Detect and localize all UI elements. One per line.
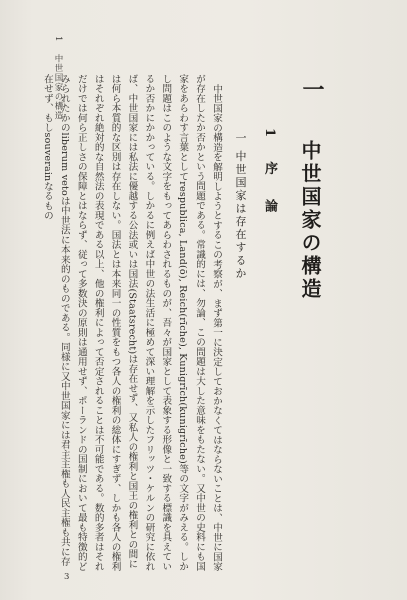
page-number: 3 xyxy=(64,572,70,582)
chapter-number: 一 xyxy=(299,78,325,100)
chapter-title: 中世国家の構造 xyxy=(298,140,322,301)
section-heading: 1 序 論 xyxy=(262,128,277,223)
subsection-heading: 一 中世国家は存在するか xyxy=(234,132,247,281)
running-header-number: 1 xyxy=(53,36,63,43)
body-paragraph: 中世国家の構造を解明しようとするこの考察が、まず第一に決定しておかなくてはならないことは、中世に国家が存在したか否かという問題である。常識的には、勿論、この問題は大した意味をもたない。又中世の史料にも国家をあらわす言葉としてrespublica, Land(ō), Reich(rīche), Kunigrīch(kunigrīche)等の文字がみえる。しかし問題はこのような文字をもってあらわされるものが、吾々が国家として表象する形像と一致する標識を具えているか否かにかかっている。しかるに例えば中世の法生活に極めて深い理解を示したフリッツ・ケルンの研究に依れば、中世国家には私法に優越する公法或いは国法(Staatsrecht)は存在せず、又私人の権利と国王の権利との間には何ら本質的な区別は存在しない。国法とは本来同一の性質をもつ各人の権利の総体にすぎず、しかも各人の権利はそれぞれ絶対的な自然法の表現である以上、他の権利によって否定されることは不可能である。数的多者はそれだけでは何ら正しさの保障とはならず、従って多数決の原則は通用せず、ポーランドの国制において最も特徴的どみられたかのliberum vetoは中世法に本来的のものである。同様に又中世国家には君主主権も人民主権も共に存在せず、もしsouverainなるもの xyxy=(41,74,222,572)
body-text xyxy=(41,74,224,574)
running-header-title: 中世国家の構造 xyxy=(53,54,63,121)
